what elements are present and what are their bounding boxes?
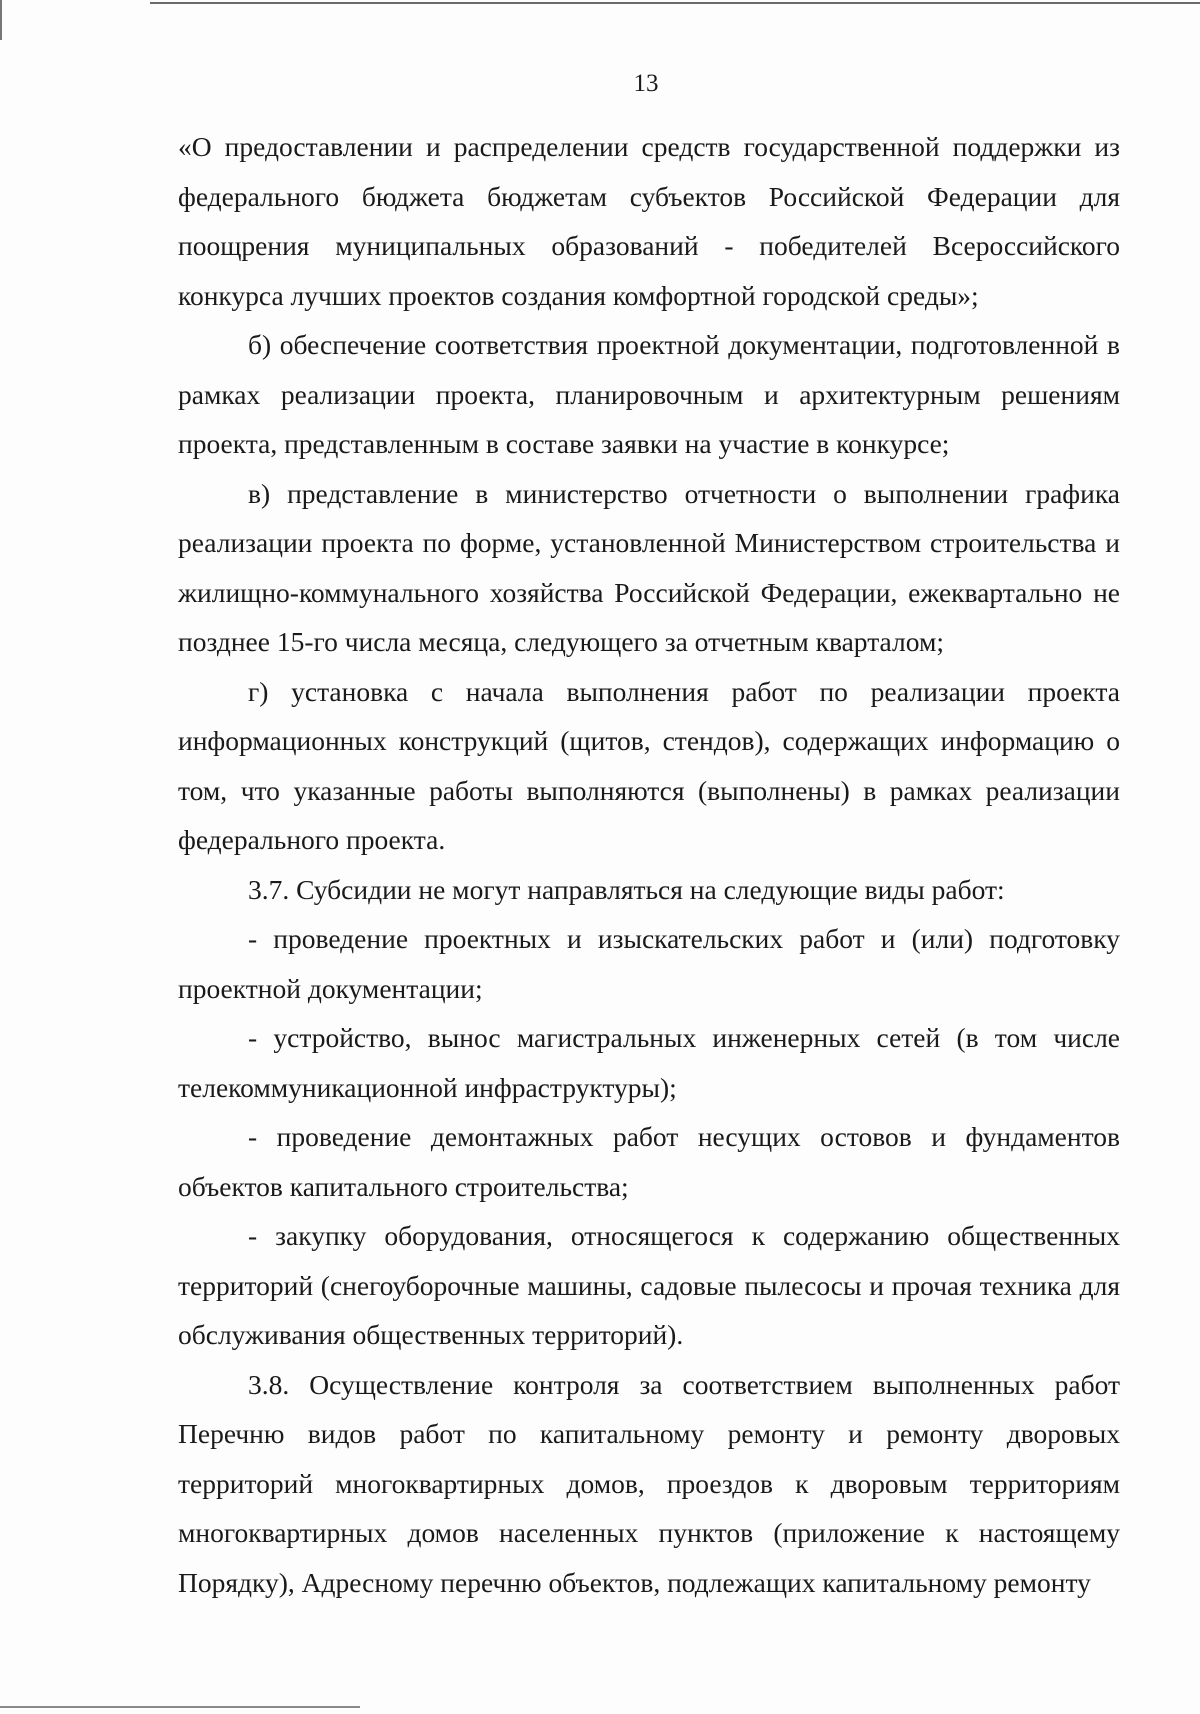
paragraph-item-b: б) обеспечение соответствия проектной документации, подготовленной в рамках реализации проекта, планировочным и архитектурным решениям проекта, представленным в составе заявки на участие в конкурсе; [178, 329, 1120, 459]
paragraph-bullet-equipment: - закупку оборудования, относящегося к содержанию общественных территорий (снегоуборочные машины, садовые пылесосы и прочая техника для обслуживания общественных территорий). [178, 1220, 1120, 1350]
page-number: 13 [633, 70, 659, 97]
scan-border-bottom [0, 1706, 360, 1708]
scan-border-top [150, 2, 1200, 4]
paragraph-section-3-7: 3.7. Субсидии не могут направляться на следующие виды работ: [248, 873, 1005, 905]
paragraph-bullet-demolition: - проведение демонтажных работ несущих остовов и фундаментов объектов капитального строительства; [178, 1121, 1120, 1202]
document-body [178, 122, 1120, 1607]
paragraph-item-g: г) установка с начала выполнения работ по реализации проекта информационных конструкций (щитов, стендов), содержащих информацию о том, что указанные работы выполняются (выполнены) в рамках реализации федерального проекта. [178, 675, 1120, 855]
paragraph-quote-continuation: «О предоставлении и распределении средств государственной поддержки из федерального бюджета бюджетам субъектов Российской Федерации для поощрения муниципальных образований - победителей Всероссийского конкурса лучших проектов создания комфортной городской среды»; [178, 131, 1120, 311]
paragraph-bullet-design-work: - проведение проектных и изыскательских работ и (или) подготовку проектной документации; [178, 923, 1120, 1004]
scan-border-left [0, 0, 2, 40]
paragraph-section-3-8: 3.8. Осуществление контроля за соответствием выполненных работ Перечню видов работ по капитальному ремонту и ремонту дворовых территорий многоквартирных домов, проездов к дворовым территориям многоквартирных домов населенных пунктов (приложение к настоящему Порядку), Адресному перечню объектов, подлежащих капитальному ремонту [178, 1368, 1120, 1598]
paragraph-bullet-engineering-networks: - устройство, вынос магистральных инженерных сетей (в том числе телекоммуникационной инфраструктуры); [178, 1022, 1120, 1103]
paragraph-item-v: в) представление в министерство отчетности о выполнении графика реализации проекта по форме, установленной Министерством строительства и жилищно-коммунального хозяйства Российской Федерации, ежеквартально не позднее 15-го числа месяца, следующего за отчетным кварталом; [178, 477, 1120, 657]
